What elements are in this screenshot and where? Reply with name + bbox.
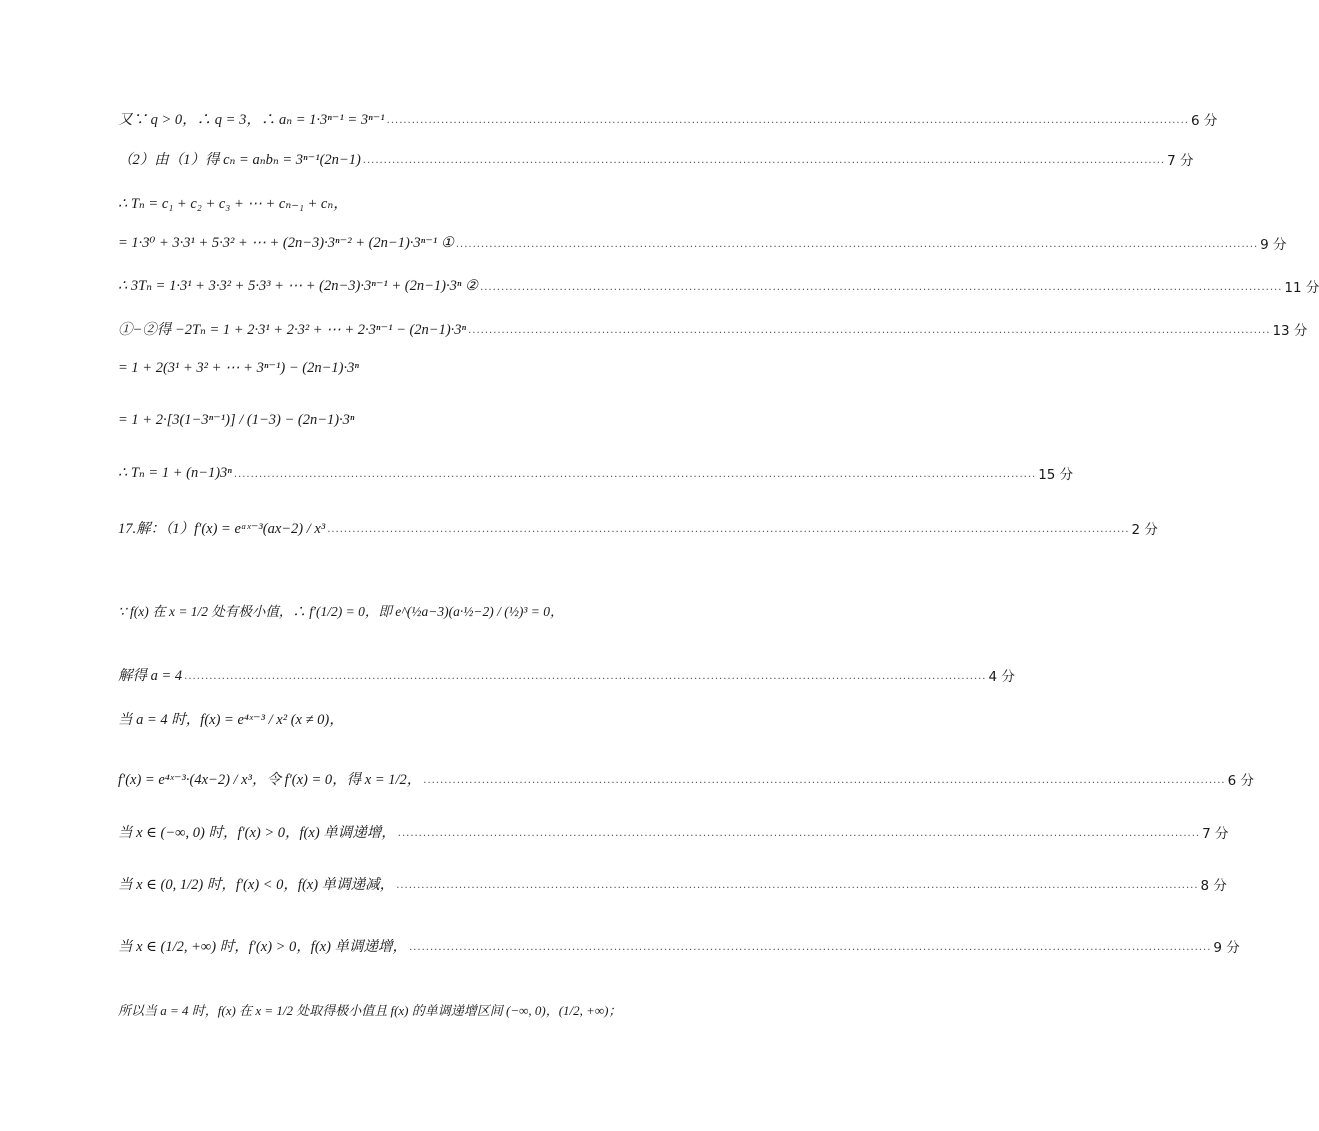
leader-dots: ................................................................................................................................................................................................ (362, 155, 1166, 166)
leader-dots: ................................................................................................................................................................................................ (468, 325, 1271, 336)
solution-line-18 (118, 1000, 700, 1019)
leader-dots: ................................................................................................................................................................................................ (386, 115, 1189, 126)
solution-line-6-text: ①−②得 −2Tₙ = 1 + 2·3¹ + 2·3² + ⋯ + 2·3ⁿ⁻¹ − (2n−1)·3ⁿ (118, 322, 467, 338)
leader-dots: ................................................................................................................................................................................................ (480, 282, 1283, 293)
solution-line-13-text: 当 a = 4 时，f(x) = e⁴ˣ⁻³ / x² (x ≠ 0)， (118, 712, 344, 728)
solution-line-9-text: ∴ Tₙ = 1 + (n−1)3ⁿ (118, 464, 232, 481)
solution-line-5 (118, 276, 1319, 296)
solution-line-4-text: = 1·3⁰ + 3·3¹ + 5·3² + ⋯ + (2n−3)·3ⁿ⁻² + (2n−1)·3ⁿ⁻¹ ① (118, 234, 454, 251)
solution-line-11 (118, 600, 682, 620)
solution-line-2 (118, 148, 1194, 169)
score-mark: 2 分 (1131, 521, 1158, 538)
score-mark: 7 分 (1202, 825, 1229, 842)
solution-line-8 (118, 412, 682, 429)
solution-line-14-text: f′(x) = e⁴ˣ⁻³·(4x−2) / x³，令 f′(x) = 0，得 x = 1/2， (118, 772, 422, 788)
solution-line-10 (118, 517, 1158, 538)
solution-line-6 (118, 318, 1308, 339)
leader-dots: ................................................................................................................................................................................................ (423, 775, 1226, 786)
solution-line-17 (118, 935, 1240, 956)
solution-line-5-text: ∴ 3Tₙ = 1·3¹ + 3·3² + 5·3³ + ⋯ + (2n−3)·3ⁿ⁻¹ + (2n−1)·3ⁿ ② (118, 277, 479, 294)
leader-dots: ................................................................................................................................................................................................ (184, 671, 987, 682)
solution-line-2-text: （2）由（1）得 cₙ = aₙbₙ = 3ⁿ⁻¹(2n−1) (118, 152, 361, 168)
leader-dots: ................................................................................................................................................................................................ (327, 524, 1130, 535)
solution-line-12 (118, 664, 1015, 685)
score-mark: 8 分 (1200, 877, 1227, 894)
solution-line-7 (118, 360, 682, 377)
solution-line-14 (118, 768, 1254, 789)
score-mark: 6 分 (1190, 112, 1218, 129)
leader-dots: ................................................................................................................................................................................................ (233, 469, 1037, 480)
solution-line-1-text: 又∵ q > 0，∴ q = 3，∴ aₙ = 1·3ⁿ⁻¹ = 3ⁿ⁻¹ (118, 112, 385, 128)
solution-line-12-text: 解得 a = 4 (118, 668, 183, 684)
score-mark: 6 分 (1227, 772, 1254, 789)
solution-line-4 (118, 233, 1287, 253)
score-mark: 13 分 (1272, 322, 1308, 339)
solution-line-13 (118, 708, 682, 729)
score-mark: 15 分 (1038, 467, 1074, 483)
solution-line-3-text: ∴ Tₙ = c₁ + c₂ + c₃ + ⋯ + cₙ₋₁ + cₙ， (118, 196, 348, 212)
score-mark: 9 分 (1260, 237, 1287, 253)
solution-line-3 (118, 192, 682, 213)
leader-dots: ................................................................................................................................................................................................ (397, 828, 1201, 839)
leader-dots: ................................................................................................................................................................................................ (396, 880, 1199, 891)
solution-line-7-text: = 1 + 2(3¹ + 3² + ⋯ + 3ⁿ⁻¹) − (2n−1)·3ⁿ (118, 360, 359, 376)
score-mark: 4 分 (988, 668, 1015, 685)
solution-line-1 (118, 108, 1218, 129)
leader-dots: ................................................................................................................................................................................................ (455, 239, 1259, 250)
solution-line-11-text: ∵ f(x) 在 x = 1/2 处有极小值，∴ f′(1/2) = 0，即 e^(½a−3)(a·½−2) / (½)³ = 0， (118, 604, 564, 619)
solution-line-16 (118, 873, 1227, 894)
solution-line-16-text: 当 x ∈ (0, 1/2) 时，f′(x) < 0，f(x) 单调递减， (118, 877, 395, 893)
solution-line-17-text: 当 x ∈ (1/2, +∞) 时，f′(x) > 0，f(x) 单调递增， (118, 939, 408, 955)
score-mark: 9 分 (1213, 939, 1240, 956)
solution-line-8-text: = 1 + 2·[3(1−3ⁿ⁻¹)] / (1−3) − (2n−1)·3ⁿ (118, 412, 355, 428)
solution-line-10-text: 17.解：（1）f′(x) = eᵃˣ⁻³(ax−2) / x³ (118, 521, 326, 537)
score-mark: 11 分 (1284, 280, 1319, 296)
solution-line-18-text: 所以当 a = 4 时，f(x) 在 x = 1/2 处取得极小值且 f(x) 的单调递增区间 (−∞, 0)，(1/2, +∞)； (118, 1003, 622, 1018)
solution-line-15 (118, 821, 1229, 842)
solution-line-15-text: 当 x ∈ (−∞, 0) 时，f′(x) > 0，f(x) 单调递增， (118, 825, 396, 841)
solution-line-9 (118, 463, 1074, 483)
score-mark: 7 分 (1167, 152, 1194, 169)
leader-dots: ................................................................................................................................................................................................ (409, 942, 1212, 953)
